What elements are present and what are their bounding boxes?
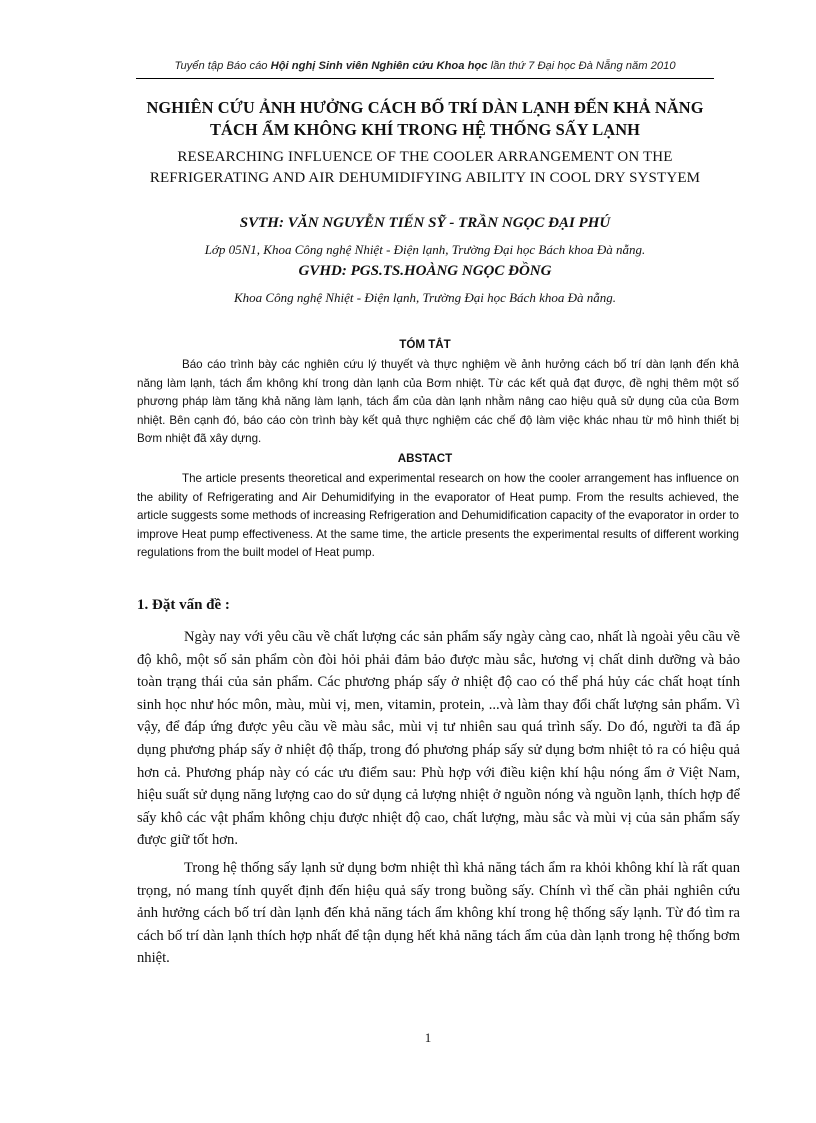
header-rule — [136, 78, 714, 79]
title-en-line: REFRIGERATING AND AIR DEHUMIDIFYING ABILITY IN COOL DRY SYSTYEM — [149, 170, 701, 186]
page-number: 1 — [424, 1030, 432, 1045]
advisor-affiliation: Khoa Công nghệ Nhiệt - Điện lạnh, Trường Đại học Bách khoa Đà nẵng. — [234, 290, 616, 305]
running-header — [136, 60, 714, 72]
summary-heading: TÓM TẮT — [399, 338, 451, 351]
authors: SVTH: VĂN NGUYỄN TIẾN SỸ - TRẦN NGỌC ĐẠI PHÚ — [239, 215, 611, 231]
title-vietnamese — [110, 97, 740, 141]
title-english — [110, 147, 740, 189]
header-suffix: lần thứ 7 Đại học Đà Nẵng năm 2010 — [487, 60, 676, 72]
title-en-line: RESEARCHING INFLUENCE OF THE COOLER ARRANGEMENT ON THE — [177, 149, 673, 165]
abstract-heading: ABSTACT — [397, 452, 453, 465]
title-vn-line: TÁCH ẨM KHÔNG KHÍ TRONG HỆ THỐNG SẤY LẠNH — [210, 120, 640, 139]
header-prefix: Tuyển tập Báo cáo — [174, 60, 271, 72]
header-bold: Hội nghị Sinh viên Nghiên cứu Khoa học — [270, 60, 488, 72]
summary-text: Báo cáo trình bày các nghiên cứu lý thuyết và thực nghiệm về ảnh hưởng cách bố trí dàn lạnh đến khả năng làm lạnh, tách ẩm không khí trong dàn lạnh của Bơm nhiệt. Từ các kết quả đạt được, đề nghị thêm một số phương pháp làm tăng khả năng làm lạnh, tách ẩm của dàn lạnh nhằm nâng cao hiệu quả sử dụng của của Bơm nhiệt. Bên cạnh đó, báo cáo còn trình bày kết quả thực nghiệm các chế độ làm việc khác nhau từ mô hình thiết bị Bơm nhiệt đã xây dựng. — [137, 358, 739, 445]
abstract-text: The article presents theoretical and experimental research on how the cooler arrangement has influence on the ability of Refrigerating and Air Dehumidifying in the evaporator of Heat pump. From the results achieved, the article suggests some methods of increasing Refrigeration and Dehumidification capacity of the evaporator in order to improve Heat pump effectiveness. At the same time, the article presents the experimental results of different working regulations from the built model of Heat pump. — [137, 472, 739, 559]
advisor: GVHD: PGS.TS.HOÀNG NGỌC ĐỒNG — [298, 263, 552, 279]
author-affiliation: Lớp 05N1, Khoa Công nghệ Nhiệt - Điện lạnh, Trường Đại học Bách khoa Đà nẵng. — [204, 242, 646, 257]
body-paragraph: Trong hệ thống sấy lạnh sử dụng bơm nhiệt thì khả năng tách ẩm ra khỏi không khí là rất quan trọng, nó mang tính quyết định đến hiệu quả sấy trong buồng sấy. Chính vì thế cần phải nghiên cứu ảnh hưởng cách bố trí dàn lạnh đến khả năng tách ẩm không khí trong hệ thống sấy lạnh. Từ đó tìm ra cách bố trí dàn lạnh thích hợp nhất để tận dụng hết khả năng tách ẩm của dàn lạnh trong hệ thống bơm nhiệt. — [137, 860, 740, 967]
title-vn-line: NGHIÊN CỨU ẢNH HƯỞNG CÁCH BỐ TRÍ DÀN LẠNH ĐẾN KHẢ NĂNG — [146, 98, 704, 117]
body-paragraph: Ngày nay với yêu cầu về chất lượng các sản phẩm sấy ngày càng cao, nhất là ngoài yêu cầu về độ khô, một số sản phẩm còn đòi hỏi phải đảm bảo được màu sắc, hương vị chất dinh dưỡng và bảo toàn trạng thái của sản phẩm. Các phương pháp sấy ở nhiệt độ cao có thể phá hủy các chất hoạt tính sinh học như hóc môn, màu, mùi vị, men, vitamin, protein, ...và làm thay đổi chất lượng sản phẩm. Vì vậy, để đáp ứng được yêu cầu về màu sắc, mùi vị tư nhiên sau quá trình sấy. Do đó, người ta đã áp dụng phương pháp sấy ở nhiệt độ thấp, trong đó phương pháp sấy sử dụng bơm nhiệt tỏ ra có hiệu quả hơn cả. Phương pháp này có các ưu điểm sau: Phù hợp với điều kiện khí hậu nóng ẩm ở Việt Nam, hiệu suất sử dụng năng lượng cao do sử dụng cả lượng nhiệt ở nguồn nóng và nguồn lạnh, thích hợp để sấy khô các vật phẩm không chịu được nhiệt độ cao, chất lượng, màu sắc và mùi vị của sản phẩm sấy được giữ tốt hơn. — [137, 629, 740, 849]
section-heading: 1. Đặt vấn đề : — [137, 597, 230, 613]
